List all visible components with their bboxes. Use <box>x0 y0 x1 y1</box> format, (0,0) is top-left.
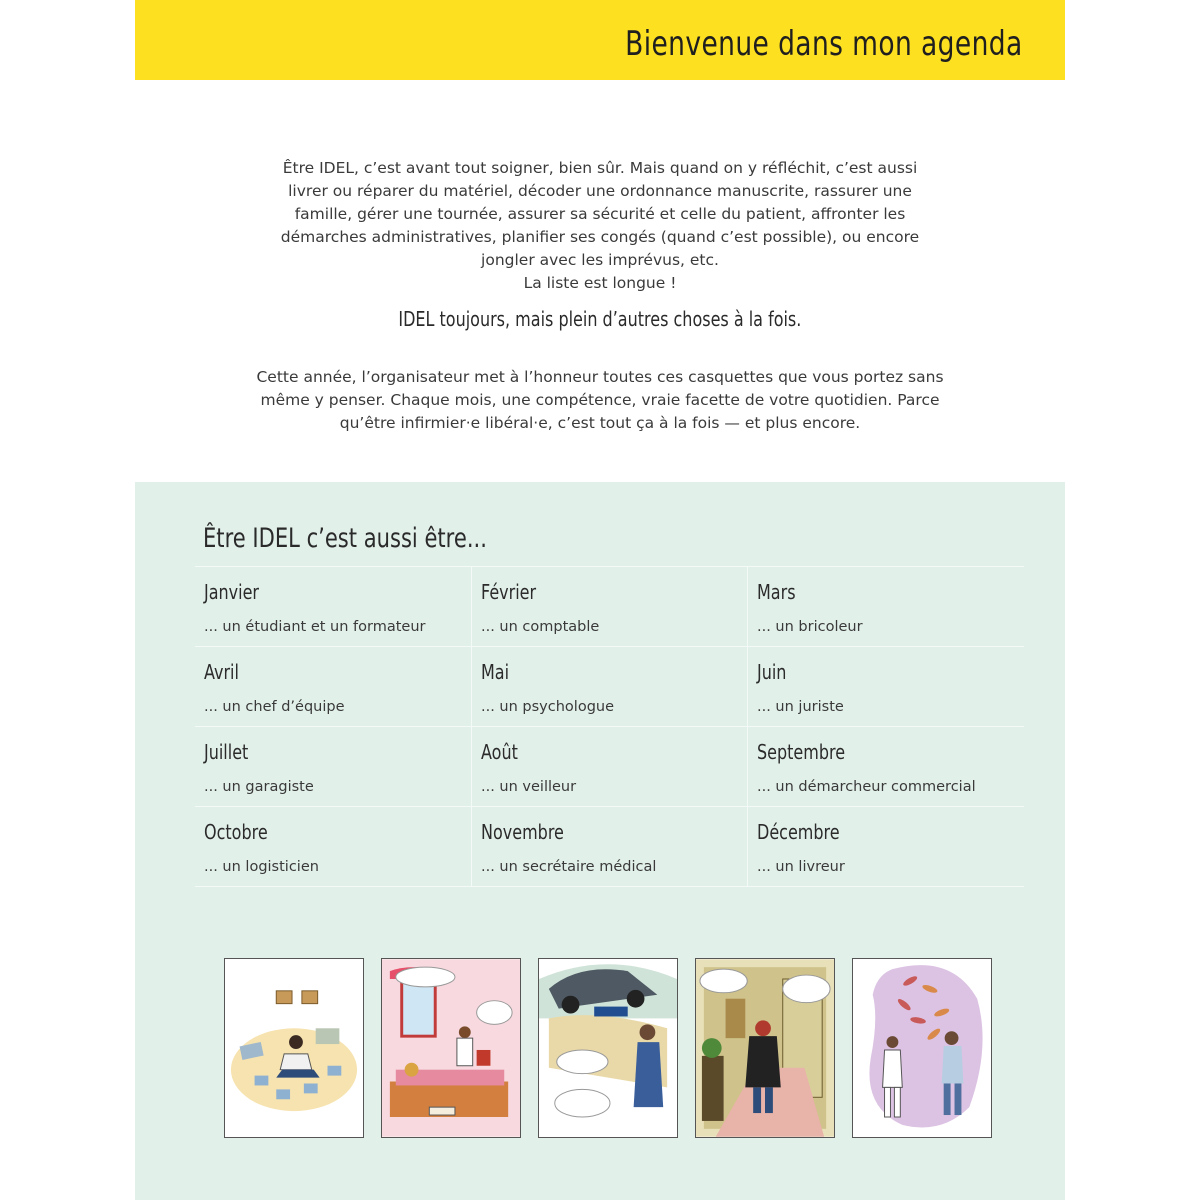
month-name: Mars <box>757 580 796 604</box>
month-role: ... un garagiste <box>204 779 314 795</box>
month-role: ... un psychologue <box>481 699 615 715</box>
intro-block-2 <box>135 366 1065 435</box>
month-cell-novembre <box>471 807 747 887</box>
months-panel <box>135 482 1065 1200</box>
intro-paragraph-1-end: La liste est longue ! <box>523 274 677 292</box>
bedroom-illustration-icon <box>382 959 520 1137</box>
month-name: Juin <box>757 660 787 684</box>
month-name: Juillet <box>204 740 249 764</box>
illustration-strip <box>224 958 996 1140</box>
tagline <box>135 305 1065 333</box>
month-name: Novembre <box>481 820 564 844</box>
month-name: Janvier <box>204 580 259 604</box>
juggling-illustration-icon <box>853 959 991 1137</box>
month-role: ... un secrétaire médical <box>481 859 657 875</box>
month-cell-janvier <box>195 567 471 647</box>
month-name: Décembre <box>757 820 840 844</box>
intro-paragraph-1: Être IDEL, c’est avant tout soigner, bien sûr. Mais quand on y réfléchit, c’est aussi livrer ou réparer du matériel, décoder une ordonnance manuscrite, rassurer une famille, gérer une tournée, assurer sa sécurité et celle du patient, affronter les démarches administratives, planifier ses congés (quand c’est possible), ou encore jongler avec les imprévus, etc. <box>280 159 920 269</box>
month-role: ... un juriste <box>757 699 844 715</box>
month-cell-juillet <box>195 727 471 807</box>
month-name: Août <box>481 740 518 764</box>
month-name: Avril <box>204 660 239 684</box>
month-role: ... un veilleur <box>481 779 577 795</box>
months-grid <box>195 566 1024 887</box>
agenda-page <box>135 0 1065 1200</box>
illustration-mechanic <box>538 958 678 1138</box>
tagline-text: IDEL toujours, mais plein d’autres choses à la fois. <box>398 307 802 331</box>
month-cell-juin <box>747 647 1024 727</box>
intro-block <box>135 157 1065 295</box>
student-illustration-icon <box>225 959 363 1137</box>
illustration-psychologist <box>381 958 521 1138</box>
illustration-juggler <box>852 958 992 1138</box>
hallway-illustration-icon <box>696 959 834 1137</box>
month-name: Mai <box>481 660 510 684</box>
month-name: Octobre <box>204 820 268 844</box>
panel-title: Être IDEL c’est aussi être... <box>203 523 487 554</box>
garage-illustration-icon <box>539 959 677 1137</box>
month-cell-septembre <box>747 727 1024 807</box>
illustration-student <box>224 958 364 1138</box>
month-role: ... un logisticien <box>204 859 319 875</box>
page-title: Bienvenue dans mon agenda <box>625 24 1023 64</box>
month-cell-avril <box>195 647 471 727</box>
month-name: Septembre <box>757 740 846 764</box>
month-role: ... un comptable <box>481 619 600 635</box>
month-role: ... un chef d’équipe <box>204 699 345 715</box>
month-role: ... un étudiant et un formateur <box>204 619 426 635</box>
intro-paragraph-2: Cette année, l’organisateur met à l’honneur toutes ces casquettes que vous portez sans même y penser. Chaque mois, une compétence, vraie facette de votre quotidien. Parce qu’être infirmier·e libéral·e, c’est tout ça à la fois — et plus encore. <box>256 368 944 432</box>
illustration-watchman <box>695 958 835 1138</box>
month-cell-mars <box>747 567 1024 647</box>
month-role: ... un livreur <box>757 859 845 875</box>
month-cell-decembre <box>747 807 1024 887</box>
month-cell-aout <box>471 727 747 807</box>
month-cell-octobre <box>195 807 471 887</box>
month-cell-fevrier <box>471 567 747 647</box>
header-banner <box>135 0 1065 80</box>
month-role: ... un bricoleur <box>757 619 863 635</box>
month-name: Février <box>481 580 537 604</box>
month-cell-mai <box>471 647 747 727</box>
month-role: ... un démarcheur commercial <box>757 779 976 795</box>
